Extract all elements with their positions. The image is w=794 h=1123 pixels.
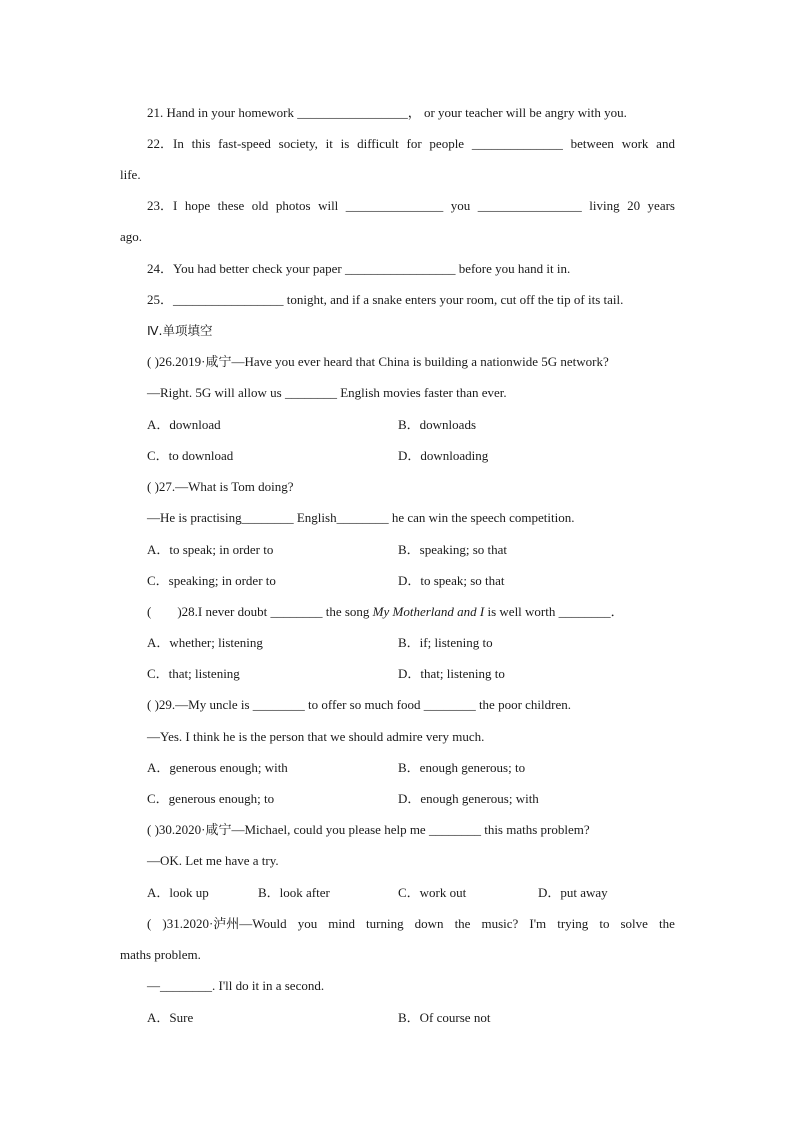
question-30-option-a: A．look up xyxy=(147,885,209,900)
question-31-word: turning xyxy=(366,916,404,931)
question-30-option-b: B．look after xyxy=(258,885,330,900)
question-23-continuation: ago. xyxy=(120,229,143,244)
question-31-option-a: A．Sure xyxy=(147,1010,194,1025)
question-29-option-c: C．generous enough; to xyxy=(147,791,275,806)
question-22-word: society, xyxy=(278,136,318,151)
question-22-word: for xyxy=(406,136,422,151)
question-27-reply: —He is practising________ English________ he can win the speech competition. xyxy=(147,510,575,525)
question-26-reply: —Right. 5G will allow us ________ English movies faster than ever. xyxy=(147,385,507,400)
question-25: 25．_________________ tonight, and if a snake enters your room, cut off the tip of its tail. xyxy=(147,292,624,307)
song-title: My Motherland and I xyxy=(372,604,485,619)
question-31-word: trying xyxy=(557,916,589,931)
question-22-word: ______________ xyxy=(471,136,563,151)
question-30-option-c: C．work out xyxy=(398,885,467,900)
question-22-word: it xyxy=(325,136,333,151)
question-31-word: solve xyxy=(620,916,648,931)
question-21: 21. Hand in your homework _________________， or your teacher will be angry with you. xyxy=(147,105,627,120)
question-22-word: people xyxy=(429,136,465,151)
question-31-word: mind xyxy=(328,916,355,931)
question-29-option-a: A．generous enough; with xyxy=(147,760,288,775)
question-27-option-c: C．speaking; in order to xyxy=(147,573,276,588)
question-29-reply: —Yes. I think he is the person that we should admire very much. xyxy=(147,729,485,744)
question-29-option-b: B．enough generous; to xyxy=(398,760,526,775)
question-23-word: living xyxy=(589,198,620,213)
question-22-word: work xyxy=(621,136,649,151)
question-31-reply: —________. I'll do it in a second. xyxy=(147,978,325,993)
question-30-stem: ( )30.2020·咸宁—Michael, could you please help me ________ this maths problem? xyxy=(147,822,590,837)
question-22-word: difficult xyxy=(357,136,399,151)
question-31-stem-continuation: maths problem. xyxy=(120,947,201,962)
question-23-word: will xyxy=(318,198,339,213)
question-23-word: ________________ xyxy=(477,198,582,213)
question-31-stem xyxy=(147,915,675,933)
question-26-option-b: B．downloads xyxy=(398,417,477,432)
question-23-word: these xyxy=(217,198,245,213)
question-31-word: to xyxy=(599,916,610,931)
question-22 xyxy=(147,135,675,153)
question-23-word: 23．I xyxy=(147,198,178,213)
question-29-option-d: D．enough generous; with xyxy=(398,791,539,806)
question-31-word: the xyxy=(659,916,675,931)
question-24: 24．You had better check your paper _________________ before you hand it in. xyxy=(147,261,571,276)
question-23-word: you xyxy=(450,198,471,213)
question-22-word: and xyxy=(656,136,675,151)
question-23-word: 20 xyxy=(627,198,641,213)
question-28-option-d: D．that; listening to xyxy=(398,666,505,681)
question-27-option-a: A．to speak; in order to xyxy=(147,542,274,557)
question-22-word: is xyxy=(340,136,350,151)
question-31-word: music? xyxy=(481,916,519,931)
question-22-word: between xyxy=(570,136,614,151)
question-28-stem-end: is well worth ________． xyxy=(484,604,624,619)
question-28-option-a: A．whether; listening xyxy=(147,635,263,650)
question-26-option-c: C．to download xyxy=(147,448,234,463)
question-31-word: )31.2020·泸州—Would xyxy=(162,916,287,931)
question-28-option-c: C．that; listening xyxy=(147,666,240,681)
question-23-word: _______________ xyxy=(345,198,444,213)
question-26-option-a: A．download xyxy=(147,417,221,432)
question-31-word: ( xyxy=(147,916,152,931)
question-26-stem: ( )26.2019·咸宁—Have you ever heard that China is building a nationwide 5G network? xyxy=(147,354,609,369)
question-22-continuation: life. xyxy=(120,167,141,182)
question-30-reply: —OK. Let me have a try. xyxy=(147,853,279,868)
question-22-word: fast-speed xyxy=(218,136,271,151)
question-31-word: I'm xyxy=(529,916,547,931)
question-31-option-b: B．Of course not xyxy=(398,1010,491,1025)
question-29-stem: ( )29.—My uncle is ________ to offer so much food ________ the poor children. xyxy=(147,697,571,712)
section-title: Ⅳ.单项填空 xyxy=(147,323,213,338)
question-27-stem: ( )27.—What is Tom doing? xyxy=(147,479,294,494)
question-31-word: the xyxy=(454,916,471,931)
question-22-word: 22．In xyxy=(147,136,184,151)
question-27-option-d: D．to speak; so that xyxy=(398,573,505,588)
question-23-word: old xyxy=(251,198,269,213)
question-26-option-d: D．downloading xyxy=(398,448,489,463)
question-28-option-b: B．if; listening to xyxy=(398,635,493,650)
question-30-option-d: D．put away xyxy=(538,885,608,900)
question-23-word: photos xyxy=(275,198,311,213)
question-23 xyxy=(147,197,675,215)
question-23-word: years xyxy=(647,198,675,213)
question-27-option-b: B．speaking; so that xyxy=(398,542,508,557)
question-28-stem xyxy=(147,603,624,621)
question-22-word: this xyxy=(191,136,211,151)
question-31-word: down xyxy=(414,916,444,931)
question-23-word: hope xyxy=(184,198,211,213)
question-28-stem-start: ( )28.I never doubt ________ the song xyxy=(147,604,373,619)
question-31-word: you xyxy=(297,916,318,931)
